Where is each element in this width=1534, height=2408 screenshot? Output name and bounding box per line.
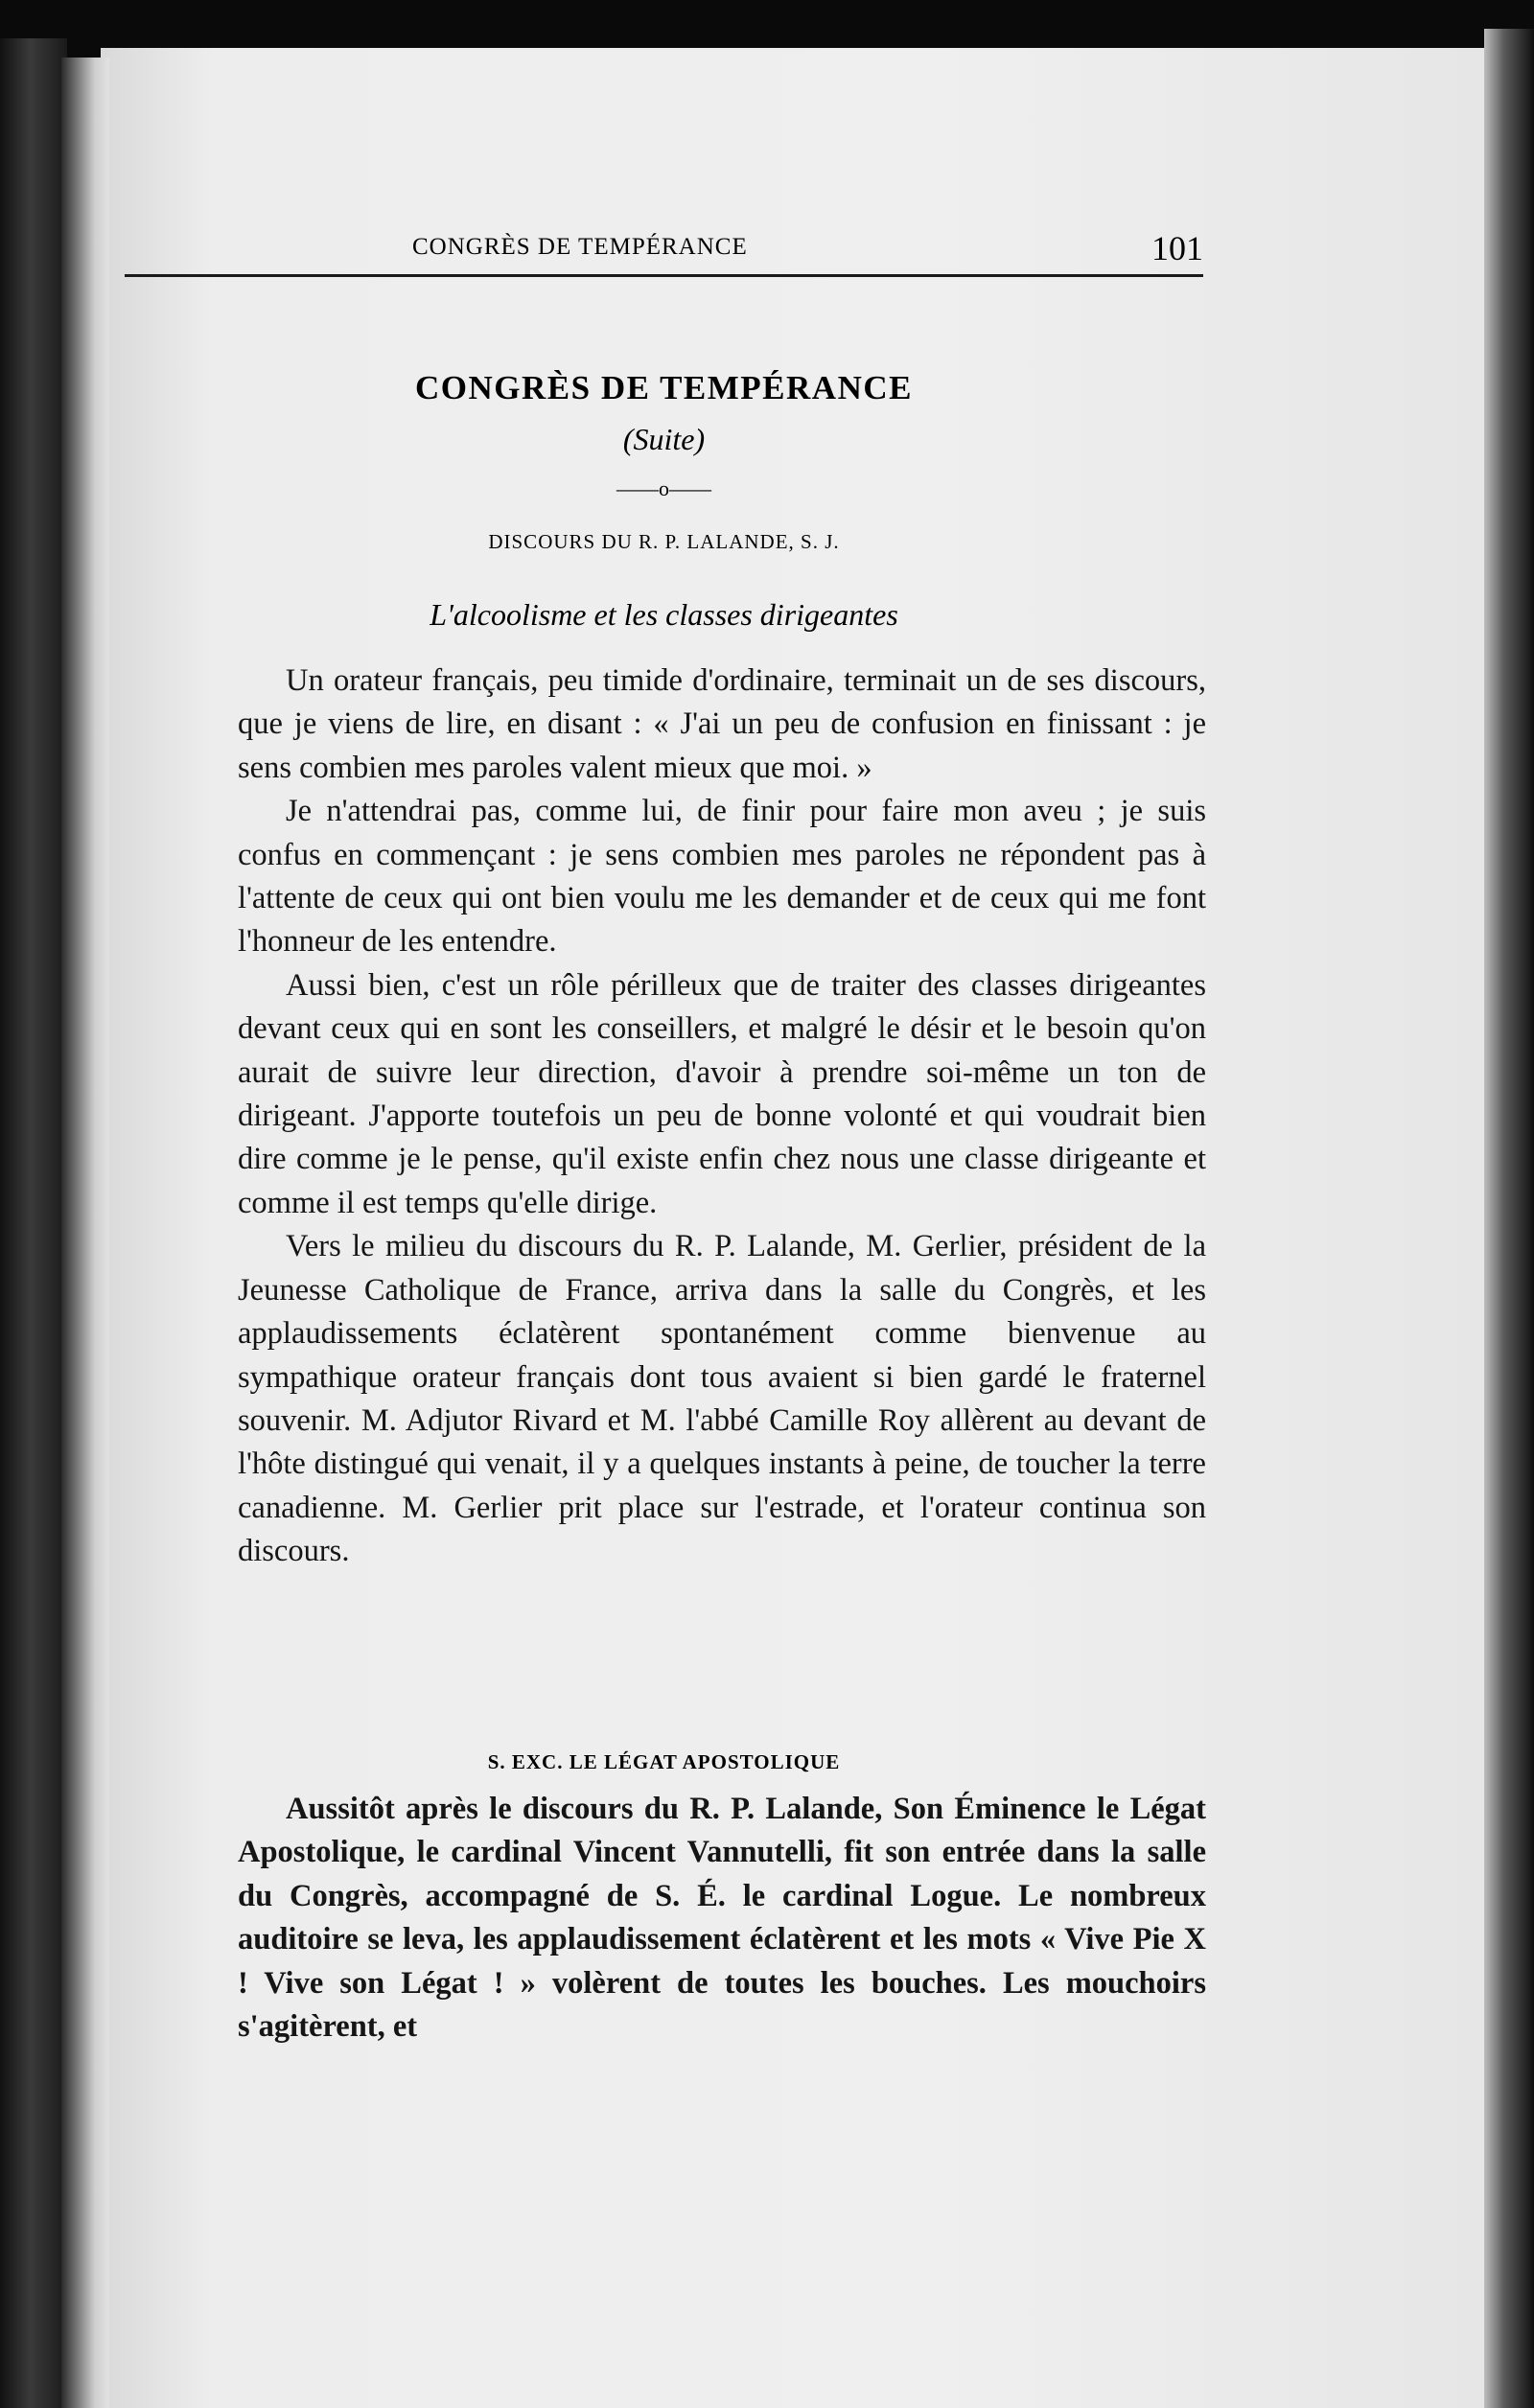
paragraph: Je n'attendrai pas, comme lui, de finir pour faire mon aveu ; je suis confus en commençant : je sens combien mes paroles ne répondent pas à l'attente de ceux qui ont bien voulu me les demander et de ceux qui me font l'honneur de les entendre. <box>238 794 1206 960</box>
body-text-section-1 <box>238 660 1206 1574</box>
body-text-section-2 <box>238 1788 1206 2049</box>
book-gutter <box>61 58 109 2408</box>
running-head <box>125 228 1203 280</box>
paragraph: Vers le milieu du discours du R. P. Lalande, M. Gerlier, président de la Jeunesse Catholique de France, arriva dans la salle du Congrès, et les applaudissements éclatèrent spontanément comme bienvenue au sympathique orateur français dont tous avaient si bien gardé le fraternel souvenir. M. Adjutor Rivard et M. l'abbé Camille Roy allèrent au devant de l'hôte distingué qui venait, il y a quelques instants à peine, de toucher la terre canadienne. M. Gerlier prit place sur l'estrade, et l'orateur continua son discours. <box>238 1229 1206 1569</box>
article-subtitle: (Suite) <box>622 422 706 456</box>
book-left-edge <box>0 38 67 2408</box>
section-heading-legat: S. EXC. LE LÉGAT APOSTOLIQUE <box>487 1750 841 1773</box>
paragraph: Aussi bien, c'est un rôle périlleux que de traiter des classes dirigeantes devant ceux qui en sont les conseillers, et malgré le désir et le besoin qu'on aurait de suivre leur direction, d'avoir à prendre soi-même un ton de dirigeant. J'apporte toutefois un peu de bonne volonté et qui voudrait bien dire comme je le pense, qu'il existe enfin chez nous une classe dirigeante et comme il est temps qu'elle dirige. <box>238 967 1206 1220</box>
speech-title: L'alcoolisme et les classes dirigeantes <box>430 597 898 632</box>
header-rule <box>125 274 1203 277</box>
section-heading-lalande: DISCOURS DU R. P. LALANDE, S. J. <box>488 530 840 553</box>
running-title: CONGRÈS DE TEMPÉRANCE <box>412 234 748 260</box>
page-number: 101 <box>1151 229 1203 267</box>
ornament-divider: ——o—— <box>616 476 711 500</box>
article-title: CONGRÈS DE TEMPÉRANCE <box>415 369 913 406</box>
paragraph: Aussitôt après le discours du R. P. Lalande, Son Éminence le Légat Apostolique, le cardinal Vincent Vannutelli, fit son entrée dans la salle du Congrès, accompagné de S. É. le cardinal Logue. Le nombreux auditoire se leva, les applaudissement éclatèrent et les mots « Vive Pie X ! Vive son Légat ! » volèrent de toutes les bouches. Les mouchoirs s'agitèrent, et <box>238 1792 1206 2045</box>
book-right-edge <box>1484 29 1534 2408</box>
paragraph: Un orateur français, peu timide d'ordinaire, terminait un de ses discours, que je viens de lire, en disant : « J'ai un peu de confusion en finissant : je sens combien mes paroles valent mieux que moi. » <box>238 663 1206 785</box>
